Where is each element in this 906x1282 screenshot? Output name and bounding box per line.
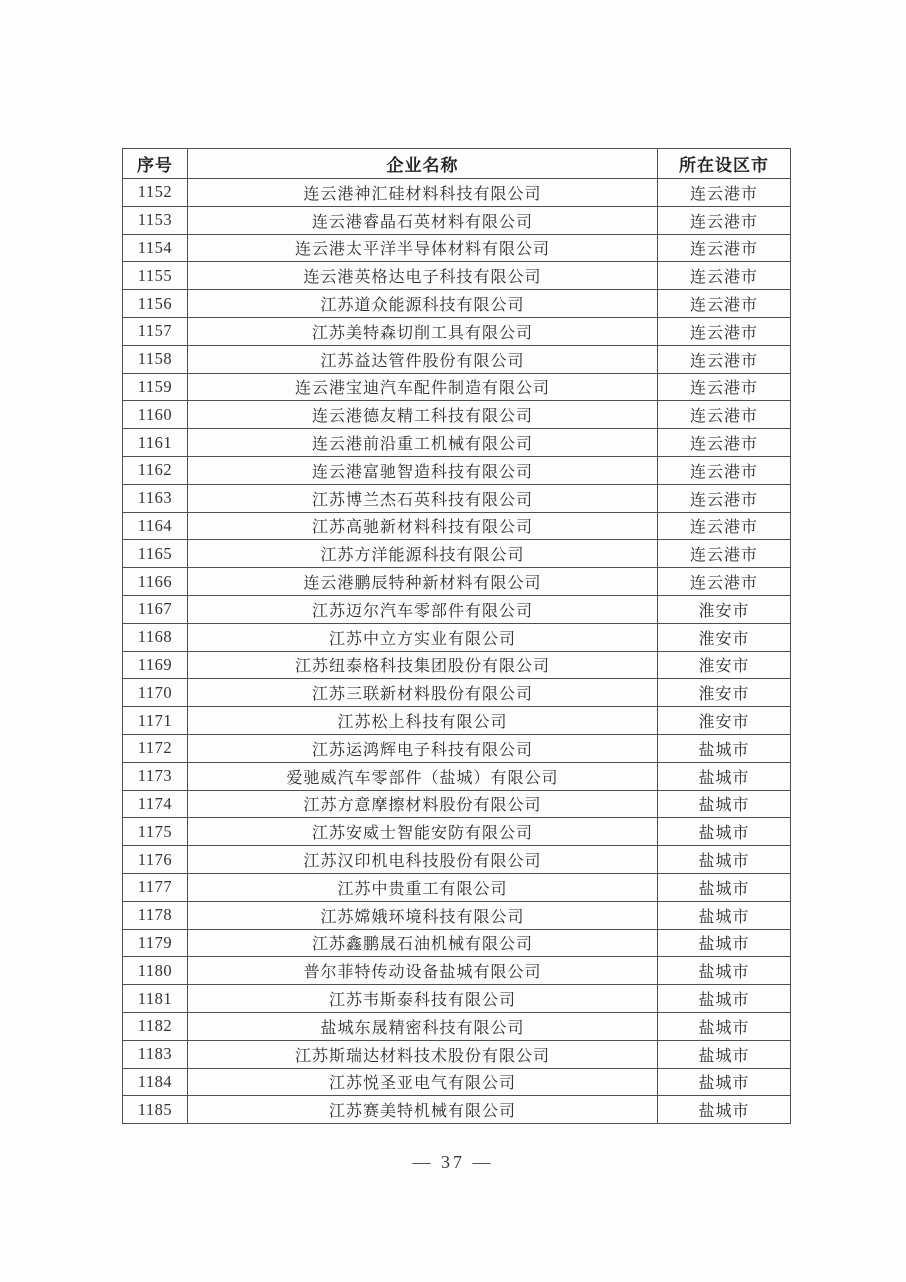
table-row — [123, 1068, 791, 1096]
table-row — [123, 512, 791, 540]
city-cell: 盐城市 — [658, 846, 791, 874]
serial-cell: 1183 — [123, 1040, 188, 1068]
company-cell: 连云港前沿重工机械有限公司 — [188, 429, 658, 457]
city-cell: 连云港市 — [658, 179, 791, 207]
table-row — [123, 873, 791, 901]
serial-cell: 1179 — [123, 929, 188, 957]
serial-cell: 1160 — [123, 401, 188, 429]
table-body — [123, 179, 791, 1124]
table-row — [123, 540, 791, 568]
serial-cell: 1170 — [123, 679, 188, 707]
serial-cell: 1154 — [123, 234, 188, 262]
table-row — [123, 623, 791, 651]
serial-cell: 1155 — [123, 262, 188, 290]
table-row — [123, 790, 791, 818]
table-row — [123, 707, 791, 735]
table-row — [123, 651, 791, 679]
table-row — [123, 1040, 791, 1068]
serial-cell: 1164 — [123, 512, 188, 540]
company-cell: 江苏中贵重工有限公司 — [188, 873, 658, 901]
city-cell: 连云港市 — [658, 262, 791, 290]
city-cell: 盐城市 — [658, 762, 791, 790]
company-cell: 连云港神汇硅材料科技有限公司 — [188, 179, 658, 207]
company-cell: 江苏三联新材料股份有限公司 — [188, 679, 658, 707]
table-row — [123, 456, 791, 484]
company-cell: 江苏中立方实业有限公司 — [188, 623, 658, 651]
city-cell: 淮安市 — [658, 595, 791, 623]
city-cell: 盐城市 — [658, 734, 791, 762]
serial-cell: 1159 — [123, 373, 188, 401]
serial-cell: 1167 — [123, 595, 188, 623]
table-row — [123, 985, 791, 1013]
city-cell: 盐城市 — [658, 790, 791, 818]
table-row — [123, 484, 791, 512]
table-row — [123, 818, 791, 846]
company-cell: 江苏运鸿辉电子科技有限公司 — [188, 734, 658, 762]
company-list-table — [122, 148, 791, 1124]
serial-cell: 1156 — [123, 290, 188, 318]
table-row — [123, 595, 791, 623]
table-row — [123, 262, 791, 290]
table-row — [123, 429, 791, 457]
city-cell: 连云港市 — [658, 373, 791, 401]
company-cell: 江苏方意摩擦材料股份有限公司 — [188, 790, 658, 818]
serial-cell: 1173 — [123, 762, 188, 790]
city-cell: 连云港市 — [658, 290, 791, 318]
serial-cell: 1184 — [123, 1068, 188, 1096]
company-cell: 江苏益达管件股份有限公司 — [188, 345, 658, 373]
serial-cell: 1158 — [123, 345, 188, 373]
company-cell: 江苏松上科技有限公司 — [188, 707, 658, 735]
city-cell: 连云港市 — [658, 345, 791, 373]
table-row — [123, 290, 791, 318]
serial-cell: 1165 — [123, 540, 188, 568]
city-cell: 盐城市 — [658, 873, 791, 901]
header-city: 所在设区市 — [658, 149, 791, 179]
table-header — [123, 149, 791, 179]
table-row — [123, 373, 791, 401]
table-row — [123, 929, 791, 957]
city-cell: 连云港市 — [658, 568, 791, 596]
serial-cell: 1162 — [123, 456, 188, 484]
city-cell: 盐城市 — [658, 985, 791, 1013]
table-row — [123, 401, 791, 429]
company-cell: 连云港鹏辰特种新材料有限公司 — [188, 568, 658, 596]
company-cell: 连云港英格达电子科技有限公司 — [188, 262, 658, 290]
table-row — [123, 1012, 791, 1040]
serial-cell: 1177 — [123, 873, 188, 901]
company-cell: 江苏高驰新材料科技有限公司 — [188, 512, 658, 540]
serial-cell: 1152 — [123, 179, 188, 207]
table-row — [123, 568, 791, 596]
serial-cell: 1172 — [123, 734, 188, 762]
company-cell: 普尔菲特传动设备盐城有限公司 — [188, 957, 658, 985]
page-number: — 37 — — [412, 1152, 494, 1172]
serial-cell: 1176 — [123, 846, 188, 874]
serial-cell: 1185 — [123, 1096, 188, 1124]
company-cell: 连云港宝迪汽车配件制造有限公司 — [188, 373, 658, 401]
header-company-name: 企业名称 — [188, 149, 658, 179]
city-cell: 连云港市 — [658, 484, 791, 512]
city-cell: 连云港市 — [658, 456, 791, 484]
company-cell: 江苏方洋能源科技有限公司 — [188, 540, 658, 568]
table-row — [123, 957, 791, 985]
city-cell: 连云港市 — [658, 401, 791, 429]
city-cell: 盐城市 — [658, 901, 791, 929]
city-cell: 连云港市 — [658, 206, 791, 234]
company-cell: 连云港睿晶石英材料有限公司 — [188, 206, 658, 234]
serial-cell: 1175 — [123, 818, 188, 846]
serial-cell: 1166 — [123, 568, 188, 596]
table-row — [123, 206, 791, 234]
table-row — [123, 901, 791, 929]
serial-cell: 1163 — [123, 484, 188, 512]
serial-cell: 1169 — [123, 651, 188, 679]
city-cell: 淮安市 — [658, 707, 791, 735]
table-row — [123, 679, 791, 707]
serial-cell: 1180 — [123, 957, 188, 985]
city-cell: 盐城市 — [658, 957, 791, 985]
company-cell: 江苏鑫鹏晟石油机械有限公司 — [188, 929, 658, 957]
city-cell: 盐城市 — [658, 818, 791, 846]
company-cell: 连云港德友精工科技有限公司 — [188, 401, 658, 429]
city-cell: 淮安市 — [658, 623, 791, 651]
company-cell: 盐城东晟精密科技有限公司 — [188, 1012, 658, 1040]
company-cell: 江苏赛美特机械有限公司 — [188, 1096, 658, 1124]
company-cell: 江苏安威士智能安防有限公司 — [188, 818, 658, 846]
header-row — [123, 149, 791, 179]
serial-cell: 1157 — [123, 317, 188, 345]
serial-cell: 1174 — [123, 790, 188, 818]
company-cell: 江苏斯瑞达材料技术股份有限公司 — [188, 1040, 658, 1068]
serial-cell: 1153 — [123, 206, 188, 234]
company-cell: 江苏美特森切削工具有限公司 — [188, 317, 658, 345]
company-cell: 江苏迈尔汽车零部件有限公司 — [188, 595, 658, 623]
company-cell: 连云港富驰智造科技有限公司 — [188, 456, 658, 484]
table-row — [123, 234, 791, 262]
table-row — [123, 762, 791, 790]
company-cell: 江苏纽泰格科技集团股份有限公司 — [188, 651, 658, 679]
table-row — [123, 345, 791, 373]
company-cell: 江苏道众能源科技有限公司 — [188, 290, 658, 318]
company-cell: 爱驰威汽车零部件（盐城）有限公司 — [188, 762, 658, 790]
company-cell: 江苏汉印机电科技股份有限公司 — [188, 846, 658, 874]
city-cell: 连云港市 — [658, 429, 791, 457]
company-cell: 江苏嫦娥环境科技有限公司 — [188, 901, 658, 929]
serial-cell: 1168 — [123, 623, 188, 651]
city-cell: 盐城市 — [658, 929, 791, 957]
serial-cell: 1178 — [123, 901, 188, 929]
city-cell: 连云港市 — [658, 540, 791, 568]
header-serial: 序号 — [123, 149, 188, 179]
table-row — [123, 317, 791, 345]
table-row — [123, 734, 791, 762]
city-cell: 连云港市 — [658, 317, 791, 345]
city-cell: 连云港市 — [658, 512, 791, 540]
table-row — [123, 846, 791, 874]
city-cell: 盐城市 — [658, 1012, 791, 1040]
company-cell: 连云港太平洋半导体材料有限公司 — [188, 234, 658, 262]
serial-cell: 1171 — [123, 707, 188, 735]
city-cell: 盐城市 — [658, 1068, 791, 1096]
city-cell: 盐城市 — [658, 1040, 791, 1068]
city-cell: 连云港市 — [658, 234, 791, 262]
company-cell: 江苏博兰杰石英科技有限公司 — [188, 484, 658, 512]
company-cell: 江苏悦圣亚电气有限公司 — [188, 1068, 658, 1096]
table-row — [123, 179, 791, 207]
city-cell: 淮安市 — [658, 679, 791, 707]
company-cell: 江苏韦斯泰科技有限公司 — [188, 985, 658, 1013]
serial-cell: 1182 — [123, 1012, 188, 1040]
city-cell: 淮安市 — [658, 651, 791, 679]
serial-cell: 1161 — [123, 429, 188, 457]
table-row — [123, 1096, 791, 1124]
city-cell: 盐城市 — [658, 1096, 791, 1124]
serial-cell: 1181 — [123, 985, 188, 1013]
